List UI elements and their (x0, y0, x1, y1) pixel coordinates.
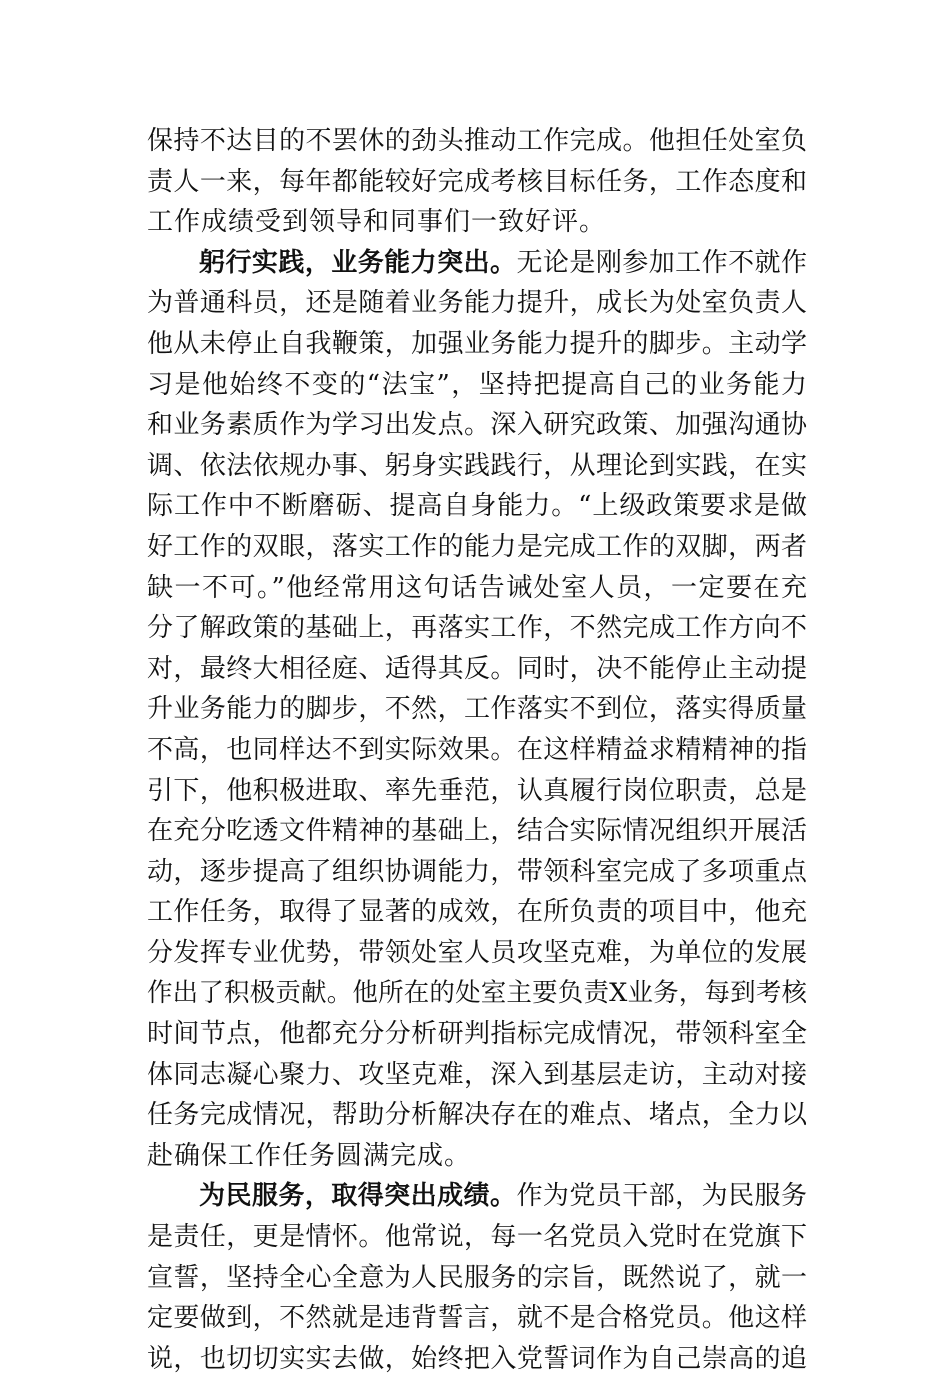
paragraph-2-line-18: 分发挥专业优势，带领处室人员攻坚克难，为单位的发展 (147, 937, 807, 968)
paragraph-2-line-4: 习是他始终不变的“法宝”，坚持把提高自己的业务能力 (147, 369, 807, 400)
paragraph-2-line-1 (147, 243, 807, 284)
paragraph-2-line-8: 好工作的双眼，落实工作的能力是完成工作的双脚，两者 (147, 531, 807, 562)
paragraph-3-line-2: 是责任，更是情怀。他常说，每一名党员入党时在党旗下 (147, 1222, 807, 1253)
paragraph-2-line-11: 对，最终大相径庭、适得其反。同时，决不能停止主动提 (147, 653, 807, 684)
paragraph-2-line-6: 调、依法依规办事、躬身实践践行，从理论到实践，在实 (147, 450, 807, 481)
paragraph-2-line-13: 不高，也同样达不到实际效果。在这样精益求精精神的指 (147, 734, 807, 765)
paragraph-3-line-3: 宣誓，坚持全心全意为人民服务的宗旨，既然说了，就一 (147, 1262, 807, 1293)
paragraph-2-line-12: 升业务能力的脚步，不然，工作落实不到位，落实得质量 (147, 694, 807, 725)
paragraph-3-line-4: 定要做到，不然就是违背誓言，就不是合格党员。他这样 (147, 1303, 807, 1334)
paragraph-3-line-1-text: 作为党员干部，为民服务 (516, 1181, 807, 1212)
paragraph-2-line-9: 缺一不可。”他经常用这句话告诫处室人员，一定要在充 (147, 572, 807, 603)
paragraph-3-line-5: 说，也切切实实去做，始终把入党誓词作为自己崇高的追 (147, 1343, 807, 1374)
paragraph-2-heading: 躬行实践，业务能力突出。 (199, 247, 517, 278)
paragraph-2-line-14: 引下，他积极进取、率先垂范，认真履行岗位职责，总是 (147, 775, 807, 806)
paragraph-2-line-3: 他从未停止自我鞭策，加强业务能力提升的脚步。主动学 (147, 328, 807, 359)
paragraph-1-line-1: 保持不达目的不罢休的劲头推动工作完成。他担任处室负 (147, 126, 807, 156)
document-body (147, 121, 807, 1379)
paragraph-1-line-3: 工作成绩受到领导和同事们一致好评。 (147, 207, 607, 238)
paragraph-2-line-21: 体同志凝心聚力、攻坚克难，深入到基层走访，主动对接 (147, 1059, 807, 1090)
paragraph-3-line-1 (147, 1176, 807, 1217)
paragraph-2-line-23: 赴确保工作任务圆满完成。 (147, 1140, 472, 1171)
paragraph-1-line-2: 责人一来，每年都能较好完成考核目标任务，工作态度和 (147, 166, 807, 197)
paragraph-2-line-22: 任务完成情况，帮助分析解决存在的难点、堵点，全力以 (147, 1100, 807, 1131)
paragraph-2-line-20: 时间节点，他都充分分析研判指标完成情况，带领科室全 (147, 1019, 807, 1050)
paragraph-2-line-16: 动，逐步提高了组织协调能力，带领科室完成了多项重点 (147, 856, 807, 887)
paragraph-2-line-15: 在充分吃透文件精神的基础上，结合实际情况组织开展活 (147, 816, 807, 847)
paragraph-2-line-17: 工作任务，取得了显著的成效，在所负责的项目中，他充 (147, 897, 807, 928)
paragraph-2-line-2: 为普通科员，还是随着业务能力提升，成长为处室负责人 (147, 288, 807, 319)
paragraph-2-line-5: 和业务素质作为学习出发点。深入研究政策、加强沟通协 (147, 410, 807, 441)
paragraph-2-line-7: 际工作中不断磨砺、提高自身能力。“上级政策要求是做 (147, 491, 807, 522)
paragraph-2-line-19: 作出了积极贡献。他所在的处室主要负责X业务，每到考核 (147, 978, 807, 1009)
paragraph-3-heading: 为民服务，取得突出成绩。 (199, 1181, 517, 1212)
paragraph-2-line-10: 分了解政策的基础上，再落实工作，不然完成工作方向不 (147, 613, 807, 644)
paragraph-2-line-1-text: 无论是刚参加工作不就作 (516, 247, 807, 278)
